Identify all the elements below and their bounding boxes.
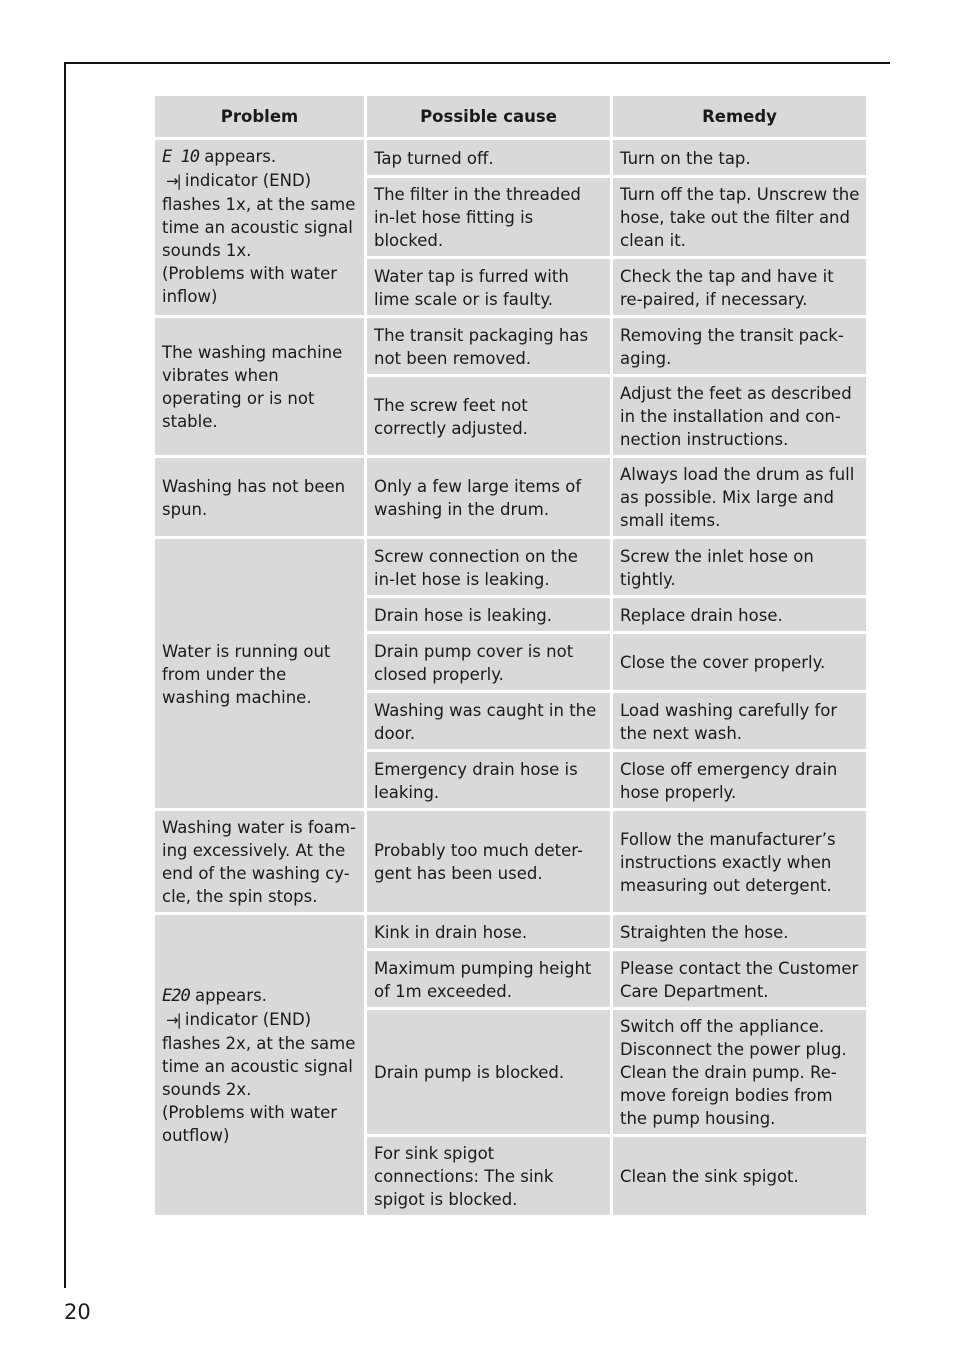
table-row [155, 458, 866, 536]
problem-cell: Washing has not been spun. [155, 458, 364, 536]
cause-cell: Kink in drain hose. [367, 915, 610, 948]
remedy-cell: Check the tap and have it re-paired, if necessary. [613, 259, 866, 315]
problem-cell: Water is running out from under the washing machine. [155, 539, 364, 808]
remedy-cell: Turn off the tap. Unscrew the hose, take out the filter and clean it. [613, 178, 866, 256]
end-indicator-icon: →| [166, 1011, 180, 1029]
remedy-cell: Straighten the hose. [613, 915, 866, 948]
cause-cell: Water tap is furred with lime scale or is faulty. [367, 259, 610, 315]
problem-cell: The washing machine vibrates when operating or is not stable. [155, 318, 364, 455]
cause-cell: Drain hose is leaking. [367, 598, 610, 631]
problem-note: (Problems with water inflow) [162, 264, 337, 306]
left-rule [64, 62, 66, 1288]
problem-cell: Washing water is foam-ing excessively. At the end of the washing cy-cle, the spin stops. [155, 811, 364, 912]
cause-cell: Tap turned off. [367, 140, 610, 175]
cause-cell: Washing was caught in the door. [367, 693, 610, 749]
table-row [155, 811, 866, 912]
problem-appears-text: appears. [189, 986, 267, 1005]
remedy-cell: Switch off the appliance. Disconnect the power plug. Clean the drain pump. Re-move foreign bodies from the pump housing. [613, 1010, 866, 1134]
cause-cell: Probably too much deter-gent has been used. [367, 811, 610, 912]
end-indicator-icon: →| [166, 172, 180, 190]
problem-indicator-line [162, 1008, 358, 1101]
problem-note: (Problems with water outflow) [162, 1103, 337, 1145]
problem-text: indicator (END) flashes 2x, at the same time an acoustic signal sounds 2x. [162, 1010, 356, 1099]
cause-cell: The filter in the threaded in-let hose fitting is blocked. [367, 178, 610, 256]
cause-cell: Maximum pumping height of 1m exceeded. [367, 951, 610, 1007]
cause-cell: Drain pump is blocked. [367, 1010, 610, 1134]
table-row [155, 539, 866, 595]
troubleshooting-table [152, 93, 869, 1218]
remedy-cell: Load washing carefully for the next wash. [613, 693, 866, 749]
remedy-cell: Always load the drum as full as possible. Mix large and small items. [613, 458, 866, 536]
error-code-display: E 10 [162, 147, 199, 167]
problem-indicator-line [162, 169, 358, 262]
problem-cell [155, 915, 364, 1215]
remedy-cell: Screw the inlet hose on tightly. [613, 539, 866, 595]
cause-cell: For sink spigot connections: The sink spigot is blocked. [367, 1137, 610, 1215]
table-row [155, 915, 866, 948]
page-number: 20 [64, 1300, 91, 1324]
remedy-cell: Close the cover properly. [613, 634, 866, 690]
cause-cell: Only a few large items of washing in the drum. [367, 458, 610, 536]
cause-cell: The screw feet not correctly adjusted. [367, 377, 610, 455]
problem-text: indicator (END) flashes 1x, at the same time an acoustic signal sounds 1x. [162, 171, 356, 260]
cause-cell: Emergency drain hose is leaking. [367, 752, 610, 808]
remedy-cell: Replace drain hose. [613, 598, 866, 631]
header-row [155, 96, 866, 137]
cause-cell: The transit packaging has not been removed. [367, 318, 610, 374]
header-problem: Problem [155, 96, 364, 137]
cause-cell: Drain pump cover is not closed properly. [367, 634, 610, 690]
table-row [155, 140, 866, 175]
remedy-cell: Clean the sink spigot. [613, 1137, 866, 1215]
header-cause: Possible cause [367, 96, 610, 137]
problem-code-line [162, 145, 358, 169]
remedy-cell: Please contact the Customer Care Department. [613, 951, 866, 1007]
error-code-display: E20 [162, 986, 190, 1006]
top-rule [64, 62, 890, 64]
problem-code-line [162, 984, 358, 1008]
header-remedy: Remedy [613, 96, 866, 137]
problem-cell [155, 140, 364, 315]
remedy-cell: Close off emergency drain hose properly. [613, 752, 866, 808]
problem-appears-text: appears. [198, 147, 277, 166]
remedy-cell: Removing the transit pack-aging. [613, 318, 866, 374]
remedy-cell: Turn on the tap. [613, 140, 866, 175]
remedy-cell: Follow the manufacturer’s instructions exactly when measuring out detergent. [613, 811, 866, 912]
cause-cell: Screw connection on the in-let hose is leaking. [367, 539, 610, 595]
remedy-cell: Adjust the feet as described in the installation and con-nection instructions. [613, 377, 866, 455]
table-row [155, 318, 866, 374]
